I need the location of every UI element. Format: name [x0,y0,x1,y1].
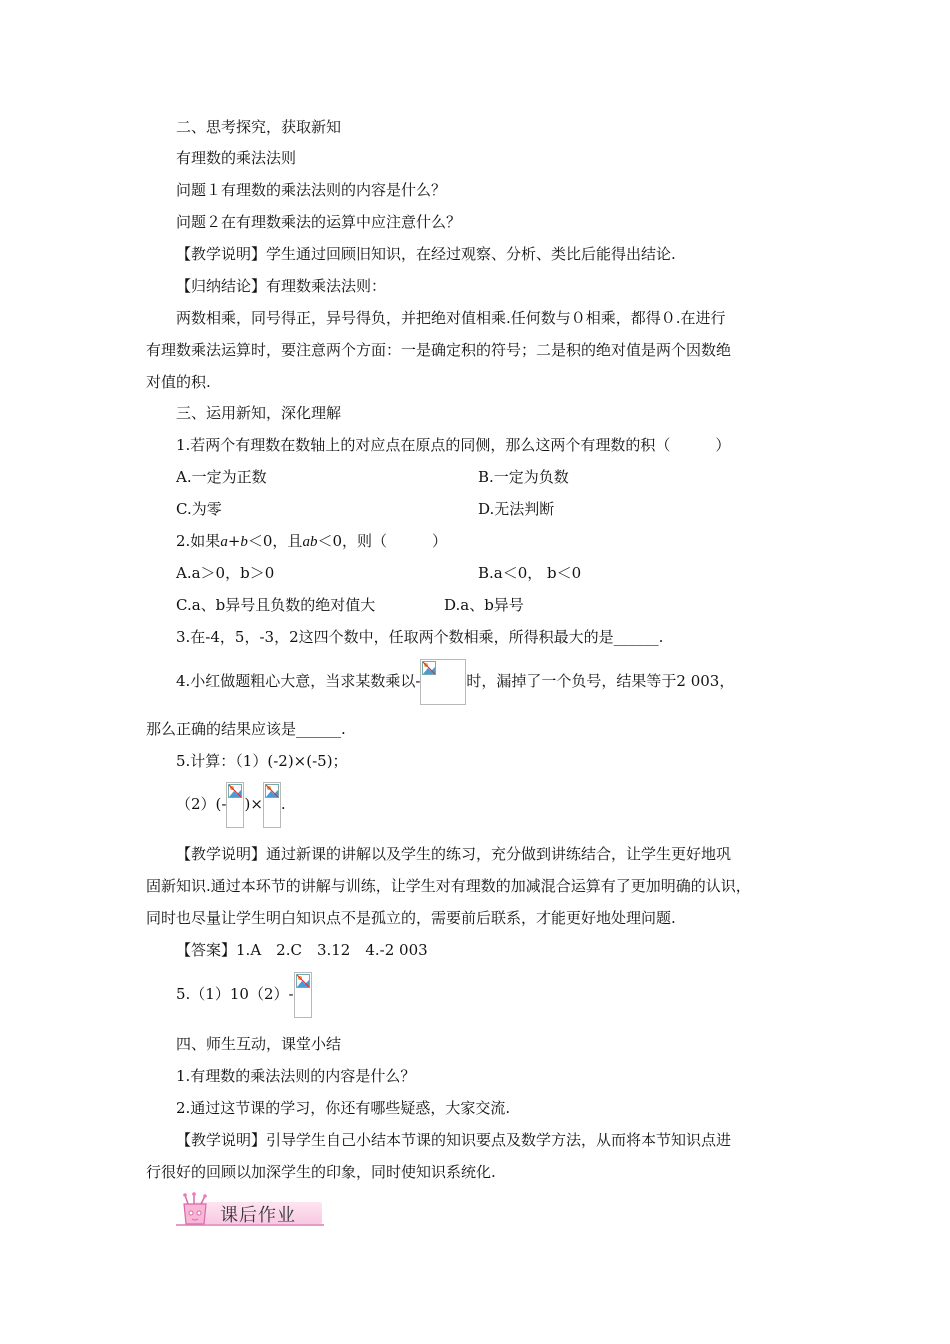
stem-text: 4.小红做题粗心大意，当求某数乘以- [176,672,421,690]
problem-5-line-2 [176,780,286,828]
problem-1-option-a: A.一定为正数 [176,468,267,486]
conclusion-text: 有理数乘法法则： [266,277,387,295]
teaching-note [176,243,676,265]
section-heading: 二、思考探究，获取新知 [176,118,342,136]
question-1: 问题１有理数的乘法法则的内容是什么？ [176,181,447,199]
problem-1-stem: 1.若两个有理数在数轴上的对应点在原点的同侧，那么这两个有理数的积（ ） [176,436,731,454]
var-ab: ab [302,534,318,550]
expr-text: . [280,795,286,813]
conclusion-tag: 【归纳结论】 [176,277,267,295]
topic-title: 有理数的乘法法则 [176,149,297,167]
stem-text: 时，漏掉了一个负号，结果等于2 003， [466,672,735,690]
note-tag: 【教学说明】 [176,1131,267,1149]
broken-image-icon [296,974,310,988]
summary-question-2: 2.通过这节课的学习，你还有哪些疑惑，大家交流. [176,1099,511,1117]
rule-line-3: 对值的积. [146,373,211,391]
note-tag: 【教学说明】 [176,245,267,263]
answer-line-2 [176,970,312,1018]
problem-2-stem [176,530,447,553]
note-tag: 【教学说明】 [176,845,267,863]
summary-question-1: 1.有理数的乘法法则的内容是什么？ [176,1067,416,1085]
broken-image-icon [228,784,242,798]
pencil-cup-mascot-icon [176,1192,216,1226]
stem-text: ＜0，且 [247,532,303,550]
conclusion [176,275,386,297]
section-heading: 三、运用新知，深化理解 [176,404,342,422]
section-heading: 四、师生互动，课堂小结 [176,1035,342,1053]
note-text: 通过新课的讲解以及学生的练习，充分做到讲练结合，让学生更好地巩 [266,845,732,863]
broken-fraction-image [294,972,312,1018]
homework-banner [176,1192,324,1228]
problem-5-line-1: 5.计算：（1）(-2)×(-5)； [176,752,348,770]
teaching-note-line-2: 固新知识.通过本环节的讲解与训练，让学生对有理数的加减混合运算有了更加明确的认识， [146,877,751,895]
teaching-note-line-2: 行很好的回顾以加深学生的印象，同时使知识系统化. [146,1163,496,1181]
problem-2-option-a: A.a＞0，b＞0 [176,564,275,582]
problem-2-option-d: D.a、b异号 [444,596,524,614]
teaching-note-line-1 [176,1129,731,1151]
note-text: 学生通过回顾旧知识，在经过观察、分析、类比后能得出结论. [266,245,676,263]
broken-fraction-image [226,782,244,828]
var-a: a [220,534,228,550]
answer-text: 1.A 2.C 3.12 4.-2 003 [236,941,428,959]
problem-4-line-1 [176,658,734,705]
teaching-note-line-1 [176,843,731,865]
problem-4-line-2: 那么正确的结果应该是______. [146,720,346,738]
broken-fraction-image [420,659,466,705]
plus: + [227,532,241,550]
expr-text: （2）(- [176,795,227,813]
problem-2-option-b: B.a＜0， b＜0 [478,564,582,582]
expr-text: )× [244,795,263,813]
problem-2-option-c: C.a、b异号且负数的绝对值大 [176,596,376,614]
note-text: 引导学生自己小结本节课的知识要点及数学方法，从而将本节知识点进 [266,1131,732,1149]
problem-1-option-c: C.为零 [176,500,222,518]
rule-line-1: 两数相乘，同号得正，异号得负，并把绝对值相乘.任何数与０相乘，都得０.在进行 [176,309,726,327]
question-2: 问题２在有理数乘法的运算中应注意什么？ [176,213,462,231]
answer-tag: 【答案】 [176,941,237,959]
broken-image-icon [422,661,436,675]
problem-1-option-b: B.一定为负数 [478,468,569,486]
answer-line-1 [176,939,428,961]
stem-text: ＜0，则（ ） [317,532,447,550]
broken-image-icon [265,784,279,798]
rule-line-2: 有理数乘法运算时，要注意两个方面：一是确定积的符号；二是积的绝对值是两个因数绝 [146,341,732,359]
problem-3: 3.在-4，5，-3，2这四个数中，任取两个数相乘，所得积最大的是______. [176,628,664,646]
banner-title: 课后作业 [220,1205,296,1226]
teaching-note-line-3: 同时也尽量让学生明白知识点不是孤立的，需要前后联系，才能更好地处理问题. [146,909,676,927]
stem-text: 2.如果 [176,532,221,550]
answer-text: 5.（1）10（2）- [176,985,294,1003]
var-b: b [240,534,248,550]
problem-1-option-d: D.无法判断 [478,500,555,518]
broken-fraction-image [263,782,281,828]
